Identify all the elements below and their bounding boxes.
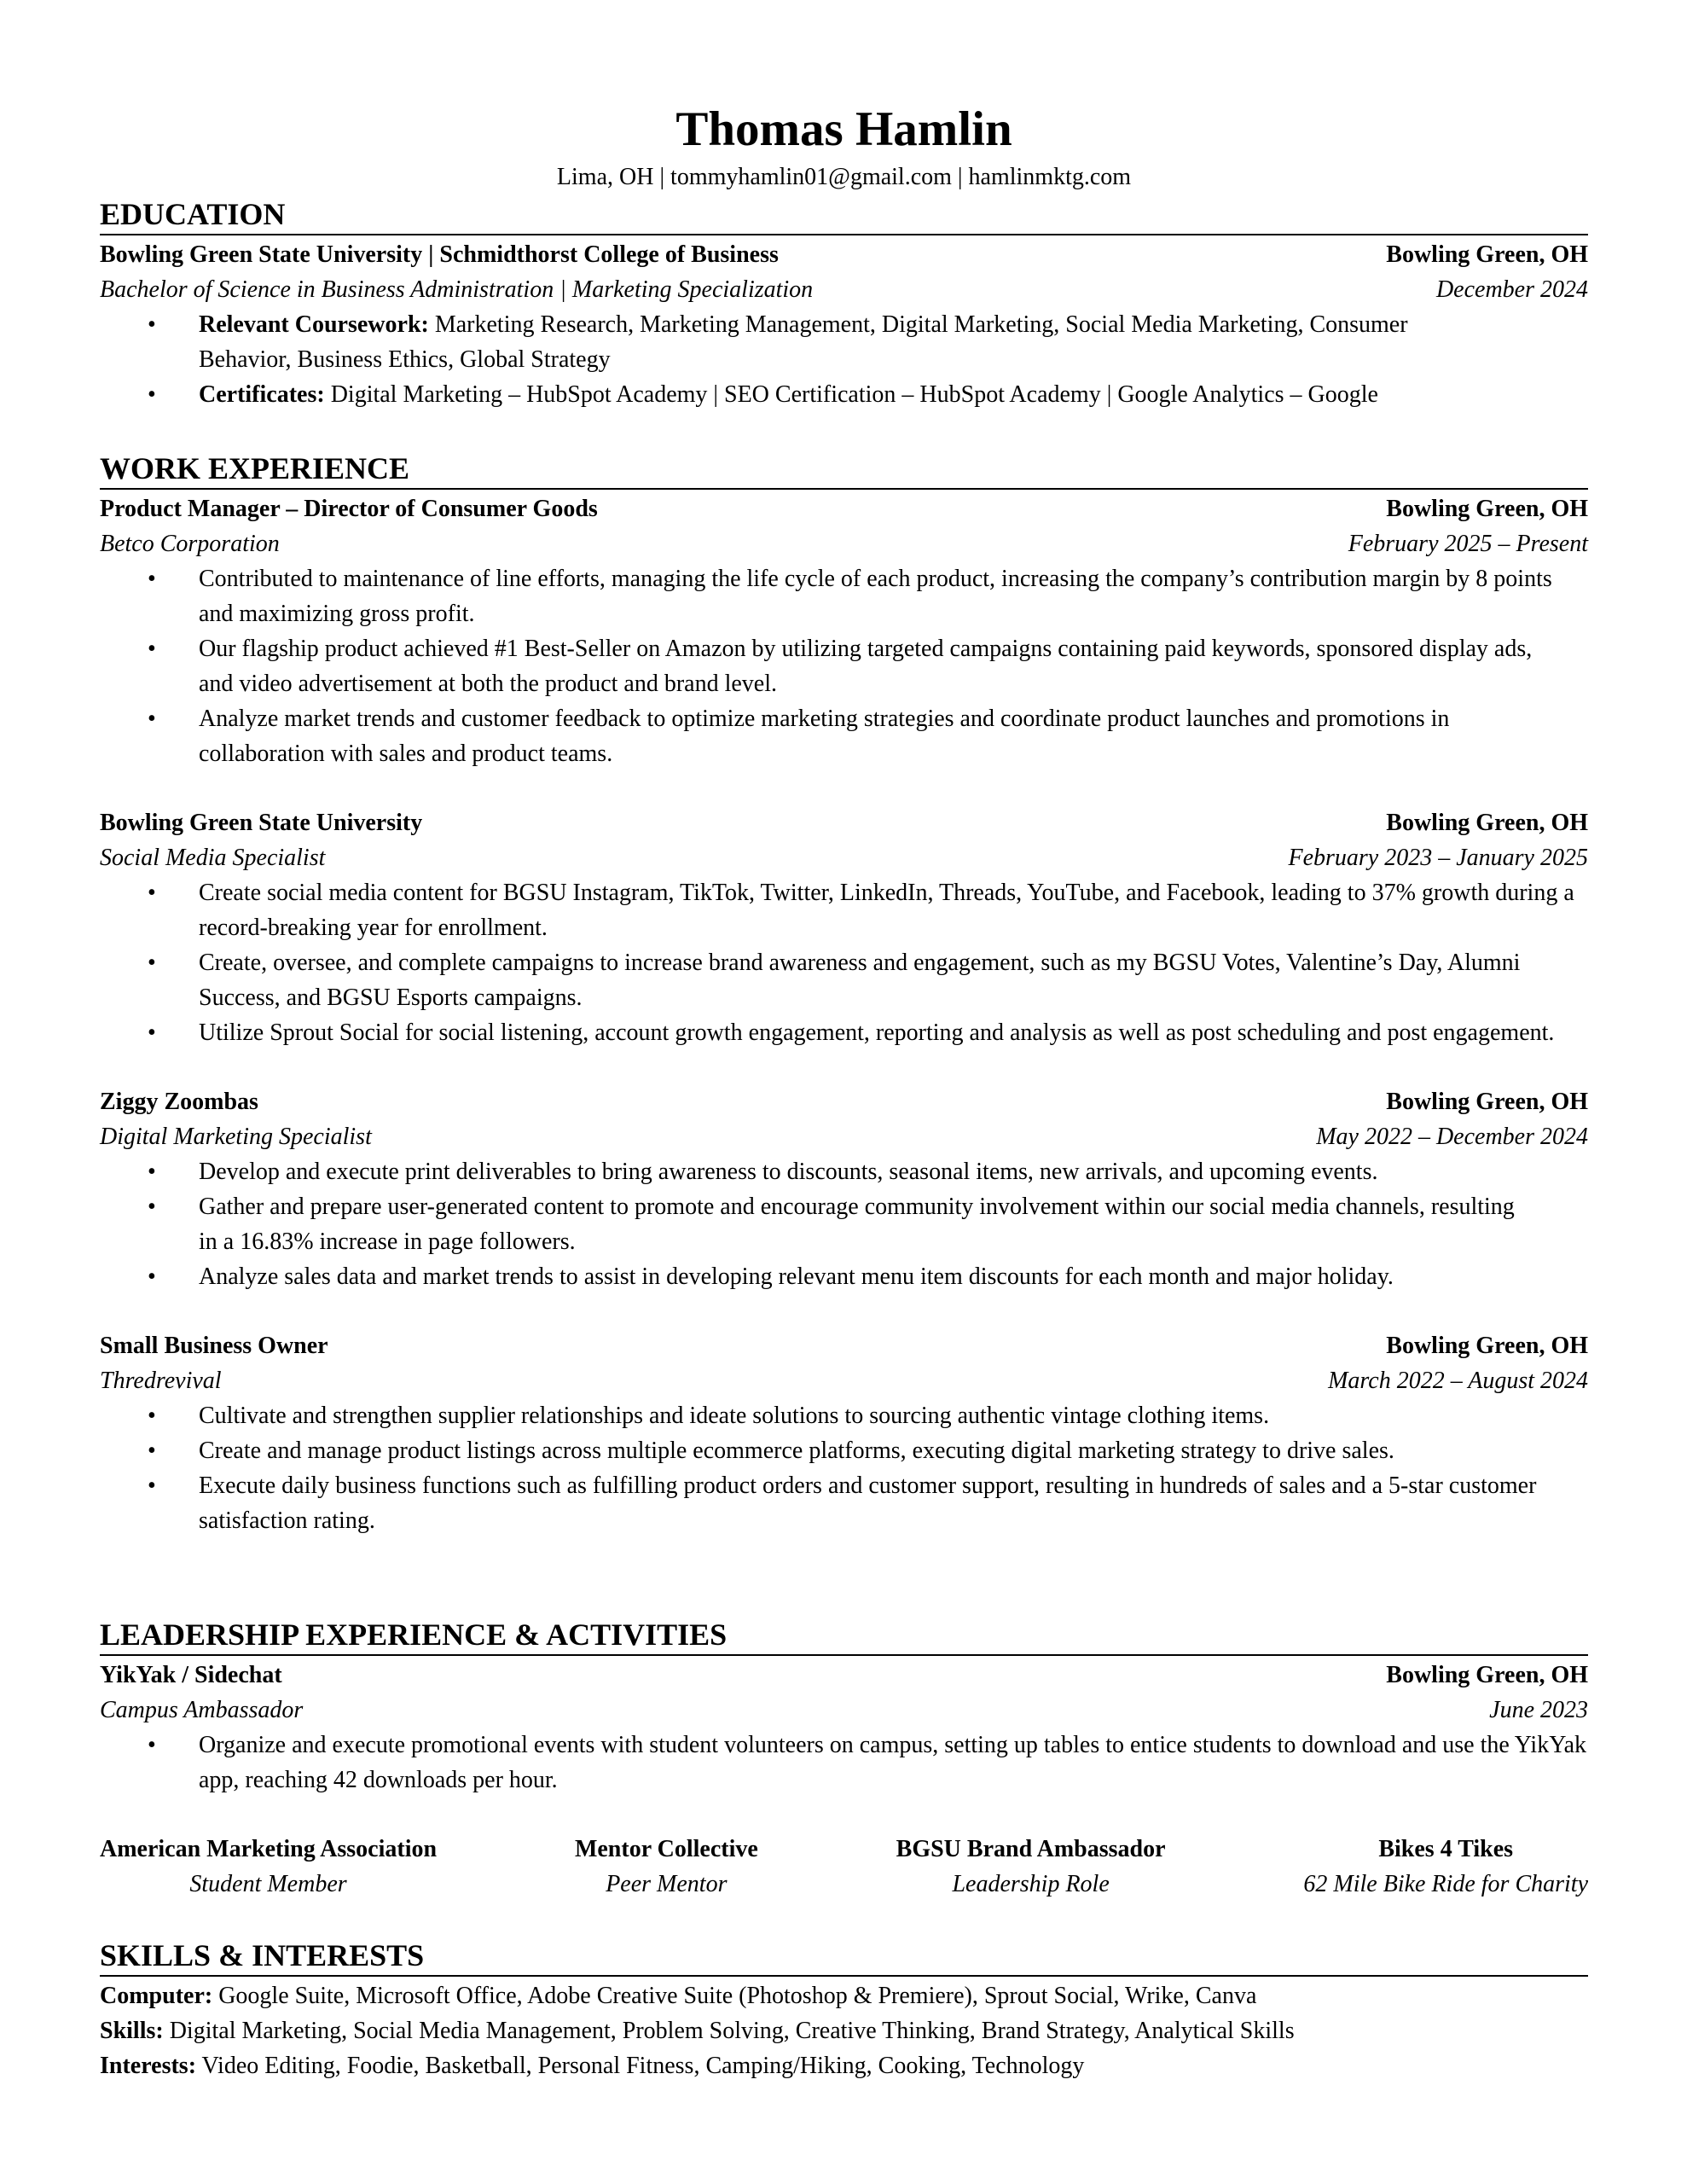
- leadership-bullets: [100, 1728, 1588, 1798]
- skills-row-skills: [100, 2013, 1588, 2048]
- bullet-icon: •: [148, 1403, 156, 1429]
- graduation-date: December 2024: [1435, 276, 1588, 303]
- bullet-icon: •: [148, 1732, 156, 1758]
- bullet-text: Contributed to maintenance of line efforts, managing the life cycle of each product, increasing the company’s contribution margin by 8 points and maximizing gross profit.: [199, 566, 1552, 627]
- bullet-text: Analyze sales data and market trends to assist in developing relevant menu item discounts for each month and major holiday.: [199, 1263, 1394, 1290]
- contact-line: Lima, OH | tommyhamlin01@gmail.com | hamlinmktg.com: [556, 164, 1132, 190]
- job-date: May 2022 – December 2024: [1316, 1124, 1588, 1150]
- bullet-icon: •: [148, 880, 156, 906]
- job-org: Ziggy Zoombas: [100, 1089, 258, 1115]
- leadership-role: Campus Ambassador: [100, 1697, 304, 1723]
- job-role-row: [100, 1119, 1588, 1154]
- job-role: Social Media Specialist: [100, 845, 326, 871]
- section-heading-work: WORK EXPERIENCE: [100, 450, 1588, 490]
- activities-row: [100, 1832, 1588, 1902]
- bullet-text: Gather and prepare user-generated content to promote and encourage community involvement within our social media channels, resulting in a 16.83% increase in page followers.: [199, 1194, 1515, 1255]
- section-heading-leadership: LEADERSHIP EXPERIENCE & ACTIVITIES: [100, 1617, 1588, 1656]
- bullet-text: Develop and execute print deliverables to bring awareness to discounts, seasonal items, new arrivals, and upcoming events.: [199, 1159, 1378, 1185]
- bullet-text: Our flagship product achieved #1 Best-Seller on Amazon by utilizing targeted campaigns containing paid keywords, sponsored display ads, and video advertisement at both the product and brand level.: [199, 636, 1533, 697]
- skills-label: Interests:: [100, 2053, 197, 2079]
- leadership-org: YikYak / Sidechat: [100, 1662, 282, 1688]
- leadership-header-row: [100, 1658, 1588, 1693]
- bullet-icon: •: [148, 1159, 156, 1185]
- job-role-row: [100, 1363, 1588, 1398]
- job-bullet: [148, 945, 1588, 1015]
- job-entry: [100, 805, 1588, 1050]
- job-bullet: [148, 1259, 1588, 1294]
- coursework-item: [148, 307, 1588, 377]
- activity-item: [1303, 1832, 1588, 1902]
- skills-text: Digital Marketing, Social Media Management, Problem Solving, Creative Thinking, Brand Strategy, Analytical Skills: [163, 2018, 1295, 2044]
- activity-role: Peer Mentor: [606, 1871, 728, 1897]
- spacer: [100, 1050, 1588, 1084]
- job-role: Thredrevival: [100, 1368, 222, 1394]
- job-bullet: [148, 875, 1588, 945]
- job-bullets: [100, 1154, 1588, 1294]
- leadership-section: [100, 1617, 1588, 1902]
- activity-name: American Marketing Association: [100, 1836, 438, 1862]
- coursework-label: Relevant Coursework:: [199, 311, 429, 338]
- job-header-row: [100, 1328, 1588, 1363]
- job-bullets: [100, 1398, 1588, 1538]
- spacer: [100, 771, 1588, 805]
- spacer: [100, 1294, 1588, 1328]
- bullet-icon: •: [148, 1472, 156, 1499]
- job-bullet: [148, 631, 1588, 701]
- school-location: Bowling Green, OH: [1386, 241, 1588, 268]
- job-role-row: [100, 840, 1588, 875]
- activity-name: Bikes 4 Tikes: [1378, 1836, 1514, 1862]
- skills-text: Video Editing, Foodie, Basketball, Personal Fitness, Camping/Hiking, Cooking, Technology: [196, 2053, 1085, 2079]
- bullet-icon: •: [148, 1263, 156, 1290]
- education-header-row: [100, 237, 1588, 272]
- bullet-icon: •: [148, 706, 156, 732]
- bullet-text: Organize and execute promotional events with student volunteers on campus, setting up tables to entice students to download and use the YikYak app, reaching 42 downloads per hour.: [199, 1732, 1587, 1793]
- job-bullets: [100, 561, 1588, 771]
- job-location: Bowling Green, OH: [1386, 496, 1588, 522]
- section-heading-skills: SKILLS & INTERESTS: [100, 1937, 1588, 1977]
- certificates-item: [148, 377, 1588, 412]
- job-bullet: [148, 1398, 1588, 1433]
- bullet-text: Create social media content for BGSU Instagram, TikTok, Twitter, LinkedIn, Threads, YouTube, and Facebook, leading to 37% growth during a record-breaking year for enrollment.: [199, 880, 1574, 941]
- job-org: Small Business Owner: [100, 1333, 328, 1359]
- certificates-text: Digital Marketing – HubSpot Academy | SEO Certification – HubSpot Academy | Google Analytics – Google: [324, 381, 1378, 408]
- job-bullet: [148, 561, 1588, 631]
- job-role-row: [100, 526, 1588, 561]
- job-bullets: [100, 875, 1588, 1050]
- bullet-icon: •: [148, 950, 156, 976]
- activity-name: BGSU Brand Ambassador: [896, 1836, 1166, 1862]
- bullet-text: Create, oversee, and complete campaigns to increase brand awareness and engagement, such as my BGSU Votes, Valentine’s Day, Alumni Success, and BGSU Esports campaigns.: [199, 950, 1521, 1011]
- job-bullet: [148, 701, 1588, 771]
- education-bullets: [100, 307, 1588, 412]
- education-section: [100, 196, 1588, 412]
- bullet-icon: •: [148, 311, 156, 338]
- job-bullet: [148, 1433, 1588, 1468]
- leadership-location: Bowling Green, OH: [1386, 1662, 1588, 1688]
- activity-role: 62 Mile Bike Ride for Charity: [1303, 1871, 1588, 1897]
- bullet-text: Cultivate and strengthen supplier relationships and ideate solutions to sourcing authentic vintage clothing items.: [199, 1403, 1270, 1429]
- bullet-icon: •: [148, 1194, 156, 1220]
- leadership-bullet: [148, 1728, 1588, 1798]
- bullet-icon: •: [148, 381, 156, 408]
- bullet-icon: •: [148, 566, 156, 592]
- job-org: Product Manager – Director of Consumer Goods: [100, 496, 598, 522]
- skills-label: Computer:: [100, 1983, 213, 2009]
- job-header-row: [100, 1084, 1588, 1119]
- coursework-text: Marketing Research, Marketing Management, Digital Marketing, Social Media Marketing, Consumer Behavior, Business Ethics, Global Strategy: [199, 311, 1408, 373]
- bullet-text: Execute daily business functions such as fulfilling product orders and customer support, resulting in hundreds of sales and a 5-star customer satisfaction rating.: [199, 1472, 1537, 1534]
- job-header-row: [100, 805, 1588, 840]
- bullet-text: Analyze market trends and customer feedback to optimize marketing strategies and coordinate product launches and promotions in collaboration with sales and product teams.: [199, 706, 1450, 767]
- bullet-text: Create and manage product listings across multiple ecommerce platforms, executing digital marketing strategy to drive sales.: [199, 1438, 1394, 1464]
- job-date: February 2023 – January 2025: [1288, 845, 1588, 871]
- job-bullet: [148, 1468, 1588, 1538]
- activity-item: [896, 1832, 1166, 1902]
- job-location: Bowling Green, OH: [1386, 810, 1588, 836]
- job-entry: [100, 491, 1588, 771]
- job-location: Bowling Green, OH: [1386, 1333, 1588, 1359]
- leadership-date: June 2023: [1489, 1697, 1588, 1723]
- activity-role: Student Member: [189, 1871, 347, 1897]
- job-org: Bowling Green State University: [100, 810, 423, 836]
- skills-text: Google Suite, Microsoft Office, Adobe Creative Suite (Photoshop & Premiere), Sprout Social, Wrike, Canva: [212, 1983, 1257, 2009]
- job-header-row: [100, 491, 1588, 526]
- job-entry: [100, 1084, 1588, 1294]
- section-heading-education: EDUCATION: [100, 196, 1588, 235]
- skills-section: [100, 1937, 1588, 2083]
- education-degree-row: [100, 272, 1588, 307]
- bullet-icon: •: [148, 636, 156, 662]
- certificates-label: Certificates:: [199, 381, 325, 408]
- job-bullet: [148, 1189, 1588, 1259]
- job-entry: [100, 1328, 1588, 1538]
- activity-item: [100, 1832, 437, 1902]
- work-experience-section: [100, 450, 1588, 1538]
- school-name: Bowling Green State University | Schmidthorst College of Business: [100, 241, 779, 268]
- activity-role: Leadership Role: [952, 1871, 1110, 1897]
- bullet-text: Utilize Sprout Social for social listening, account growth engagement, reporting and analysis as well as post scheduling and post engagement.: [199, 1019, 1555, 1046]
- activity-name: Mentor Collective: [574, 1836, 758, 1862]
- bullet-icon: •: [148, 1438, 156, 1464]
- bullet-icon: •: [148, 1019, 156, 1046]
- job-bullet: [148, 1154, 1588, 1189]
- candidate-name: Thomas Hamlin: [675, 102, 1012, 156]
- activity-item: [575, 1832, 758, 1902]
- degree: Bachelor of Science in Business Administration | Marketing Specialization: [100, 276, 814, 303]
- job-bullet: [148, 1015, 1588, 1050]
- skills-row-computer: [100, 1978, 1588, 2013]
- skills-label: Skills:: [100, 2018, 164, 2044]
- job-date: February 2025 – Present: [1348, 531, 1588, 557]
- job-location: Bowling Green, OH: [1386, 1089, 1588, 1115]
- leadership-role-row: [100, 1693, 1588, 1728]
- skills-row-interests: [100, 2048, 1588, 2083]
- job-date: March 2022 – August 2024: [1328, 1368, 1588, 1394]
- job-role: Betco Corporation: [100, 531, 280, 557]
- job-role: Digital Marketing Specialist: [100, 1124, 372, 1150]
